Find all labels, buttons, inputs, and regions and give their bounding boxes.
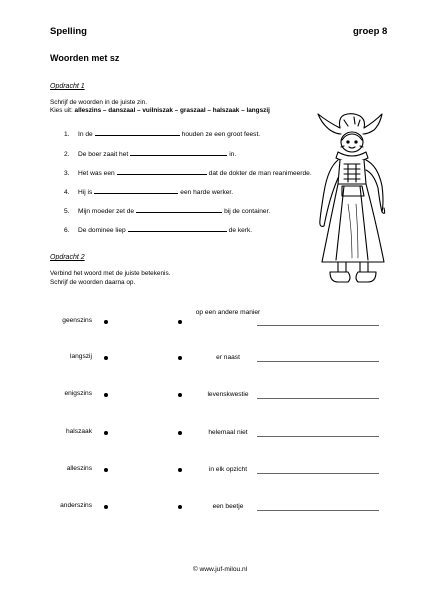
sentence-after: een harde werker. xyxy=(180,189,234,196)
match-left-word: enigszins xyxy=(64,390,92,397)
match-right-meaning: er naast xyxy=(216,354,240,361)
match-right-meaning: een beetje xyxy=(212,503,244,510)
match-right-dot[interactable] xyxy=(178,431,182,435)
match-right-meaning: helemaal niet xyxy=(208,429,248,436)
answer-line[interactable] xyxy=(257,325,379,326)
sentence-after: houden ze een groot feest. xyxy=(181,131,261,138)
answer-blank[interactable] xyxy=(94,187,178,194)
sentence-before: De boer zaait het xyxy=(78,151,129,158)
match-left-word: allesz​ins xyxy=(66,465,92,472)
sentence-number: 2. xyxy=(64,151,70,158)
sentence-after: bij de container. xyxy=(224,208,271,215)
match-left-dot[interactable] xyxy=(104,431,108,435)
opdracht1-label: Opdracht 1 xyxy=(50,83,85,90)
sentence-number: 6. xyxy=(64,227,70,234)
match-left-dot[interactable] xyxy=(104,320,108,324)
answer-line[interactable] xyxy=(257,361,379,362)
sentence-before: De dominee liep xyxy=(78,227,126,234)
match-right-meaning: in elk opzicht xyxy=(208,466,248,473)
answer-line[interactable] xyxy=(257,473,379,474)
match-right-meaning: op een andere manier xyxy=(195,309,261,316)
sentence-before: Het was een xyxy=(78,170,115,177)
sentence-4 xyxy=(64,187,233,196)
sentence-number: 1. xyxy=(64,131,70,138)
answer-blank[interactable] xyxy=(117,168,207,175)
sentence-before: Hij is xyxy=(78,189,93,196)
opdracht2-label: Opdracht 2 xyxy=(50,254,85,261)
match-right-dot[interactable] xyxy=(178,505,182,509)
copyright-footer: © www.juf-milou.nl xyxy=(192,566,248,573)
sentence-after: de kerk. xyxy=(228,227,253,234)
sentence-before: Mijn moeder zet de xyxy=(78,208,135,215)
opdracht1-choices-line xyxy=(50,107,270,115)
match-right-dot[interactable] xyxy=(178,356,182,360)
sentence-3 xyxy=(64,168,312,177)
sentence-number: 5. xyxy=(64,208,70,215)
sentence-1 xyxy=(64,129,260,138)
match-left-dot[interactable] xyxy=(104,468,108,472)
answer-blank[interactable] xyxy=(136,206,222,213)
sentence-2 xyxy=(64,149,236,158)
choices-prefix: Kies uit: xyxy=(50,107,73,114)
opdracht2-instruction-1: Verbind het woord met de juiste betekenis. xyxy=(50,270,171,277)
sentence-after: in. xyxy=(229,151,237,158)
sentence-6 xyxy=(64,225,252,234)
sentence-number: 4. xyxy=(64,189,70,196)
sentence-number: 3. xyxy=(64,170,70,177)
match-right-dot[interactable] xyxy=(178,393,182,397)
match-left-dot[interactable] xyxy=(104,356,108,360)
match-left-dot[interactable] xyxy=(104,505,108,509)
dutch-girl-illustration xyxy=(308,112,406,290)
answer-line[interactable] xyxy=(257,436,379,437)
group-label: groep 8 xyxy=(353,26,388,37)
match-left-dot[interactable] xyxy=(104,393,108,397)
match-right-dot[interactable] xyxy=(178,320,182,324)
choices-list: allesz​ins – danszaal – vuilniszak – graszaal – halszaak – langszij xyxy=(74,107,270,114)
page-title: Woorden met sz xyxy=(50,53,120,63)
subject-title: Spelling xyxy=(50,26,87,37)
opdracht2-instruction-2: Schrijf de woorden daarna op. xyxy=(50,279,136,286)
match-left-word: anderszins xyxy=(60,502,92,509)
match-left-word: langszij xyxy=(70,353,92,360)
answer-line[interactable] xyxy=(257,510,379,511)
match-right-meaning: levenskwestie xyxy=(207,391,249,398)
answer-line[interactable] xyxy=(257,398,379,399)
match-left-word: halszaak xyxy=(65,428,92,435)
answer-blank[interactable] xyxy=(95,129,180,136)
sentence-after: dat de dokter de man reanimeerde. xyxy=(208,170,312,177)
match-right-dot[interactable] xyxy=(178,468,182,472)
match-left-word: geenszins xyxy=(62,317,92,324)
opdracht1-instruction: Schrijf de woorden in de juiste zin. xyxy=(50,99,147,106)
sentence-before: In de xyxy=(78,131,93,138)
answer-blank[interactable] xyxy=(130,149,227,156)
answer-blank[interactable] xyxy=(128,225,227,232)
sentence-5 xyxy=(64,206,270,215)
